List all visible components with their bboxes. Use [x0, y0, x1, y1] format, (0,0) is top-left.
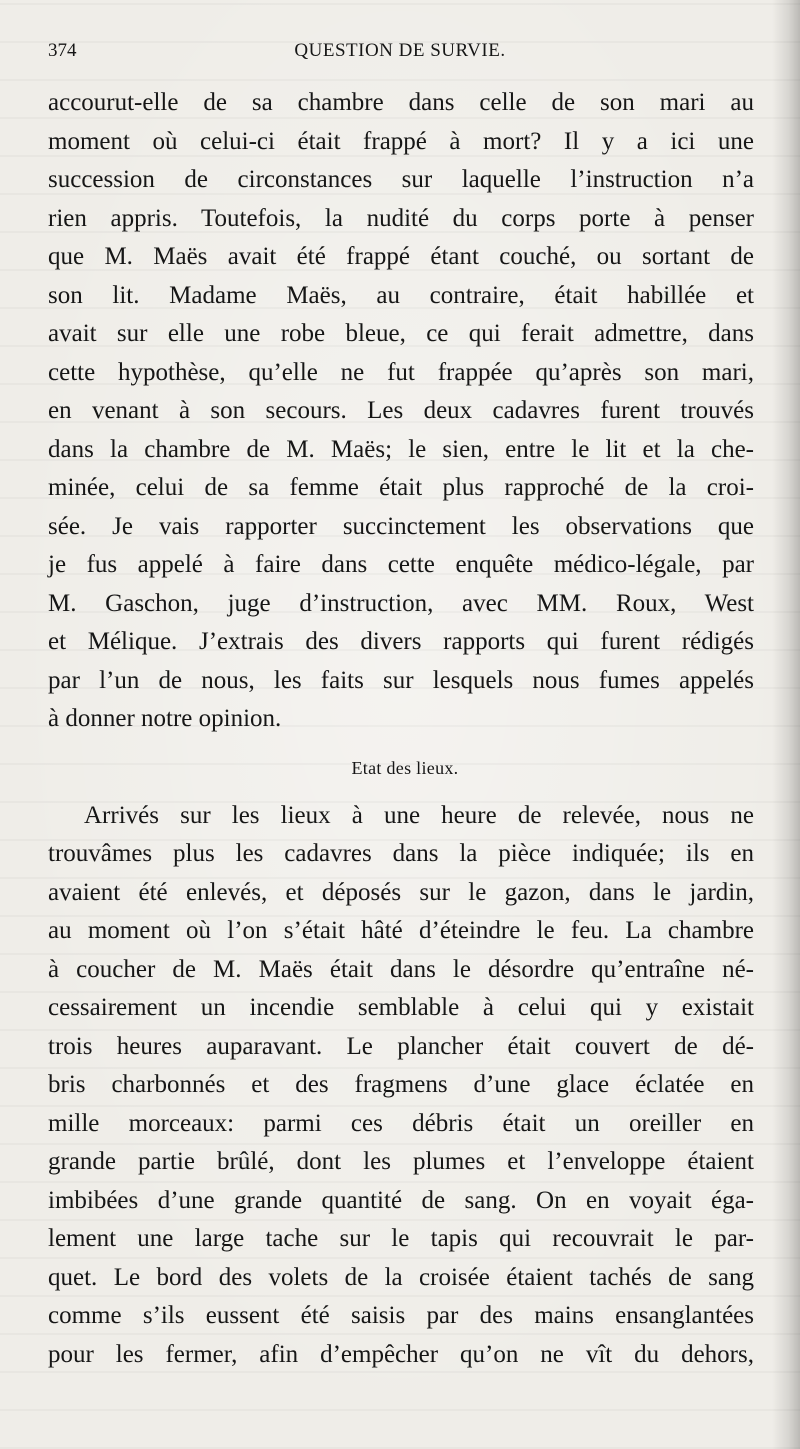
text-line: trois heures auparavant. Le plancher était couvert de dé-	[48, 1032, 754, 1060]
text-line: cette hypothèse, qu’elle ne fut frappée qu’après son mari,	[48, 358, 754, 386]
page-number: 374	[48, 40, 77, 61]
text-line: dans la chambre de M. Maës; le sien, entre le lit et la che-	[48, 435, 754, 463]
text-line: cessairement un incendie semblable à celui qui y existait	[48, 994, 754, 1021]
text-line: imbibées d’une grande quantité de sang. On en voyait éga-	[48, 1186, 754, 1214]
text-line: avait sur elle une robe bleue, ce qui ferait admettre, dans	[48, 320, 754, 347]
text-line: quet. Le bord des volets de la croisée étaient tachés de sang	[48, 1263, 754, 1291]
running-head: QUESTION DE SURVIE.	[294, 40, 506, 61]
text-line: rien appris. Toutefois, la nudité du corps porte à penser	[48, 204, 754, 232]
text-line: que M. Maës avait été frappé étant couché, ou sortant de	[48, 243, 754, 270]
text-line: à donner notre opinion.	[48, 705, 282, 732]
text-line: Arrivés sur les lieux à une heure de relevée, nous ne	[84, 801, 754, 829]
text-line: au moment où l’on s’était hâté d’éteindre le feu. La chambre	[48, 917, 754, 944]
text-line: mille morceaux: parmi ces débris était un oreiller en	[48, 1109, 754, 1137]
text-line: à coucher de M. Maës était dans le désordre qu’entraîne né-	[48, 955, 754, 983]
text-line: lement une large tache sur le tapis qui recouvrait le par-	[48, 1225, 754, 1252]
text-line: je fus appelé à faire dans cette enquête médico-légale, par	[48, 551, 754, 578]
text-line: grande partie brûlé, dont les plumes et l’enveloppe étaient	[48, 1148, 754, 1175]
paragraph-2	[48, 797, 754, 1375]
page-header	[48, 40, 752, 74]
paragraph-1	[48, 84, 754, 739]
text-line: pour les fermer, afin d’empêcher qu’on ne vît du dehors,	[48, 1340, 754, 1368]
section-heading: Etat des lieux.	[351, 757, 459, 778]
text-line: son lit. Madame Maës, au contraire, était habillée et	[48, 281, 754, 309]
text-line: et Mélique. J’extrais des divers rapports qui furent rédigés	[48, 628, 754, 655]
text-line: succession de circonstances sur laquelle l’instruction n’a	[48, 166, 754, 193]
text-line: minée, celui de sa femme était plus rapproché de la croi-	[48, 474, 754, 501]
text-line: moment où celui-ci était frappé à mort? Il y a ici une	[48, 127, 754, 155]
body-text	[48, 84, 754, 1374]
page-edge-shadow	[772, 0, 800, 1449]
text-line: M. Gaschon, juge d’instruction, avec MM. Roux, West	[48, 589, 754, 617]
text-line: comme s’ils eussent été saisis par des mains ensanglantées	[48, 1302, 754, 1329]
text-line: en venant à son secours. Les deux cadavres furent trouvés	[48, 397, 754, 424]
text-line: avaient été enlevés, et déposés sur le gazon, dans le jardin,	[48, 878, 754, 906]
text-line: bris charbonnés et des fragmens d’une glace éclatée en	[48, 1071, 754, 1098]
text-line: sée. Je vais rapporter succinctement les observations que	[48, 512, 754, 540]
text-line: accourut-elle de sa chambre dans celle de son mari au	[48, 89, 754, 116]
text-line: par l’un de nous, les faits sur lesquels nous fumes appelés	[48, 666, 754, 694]
text-line: trouvâmes plus les cadavres dans la pièce indiquée; ils en	[48, 840, 754, 867]
